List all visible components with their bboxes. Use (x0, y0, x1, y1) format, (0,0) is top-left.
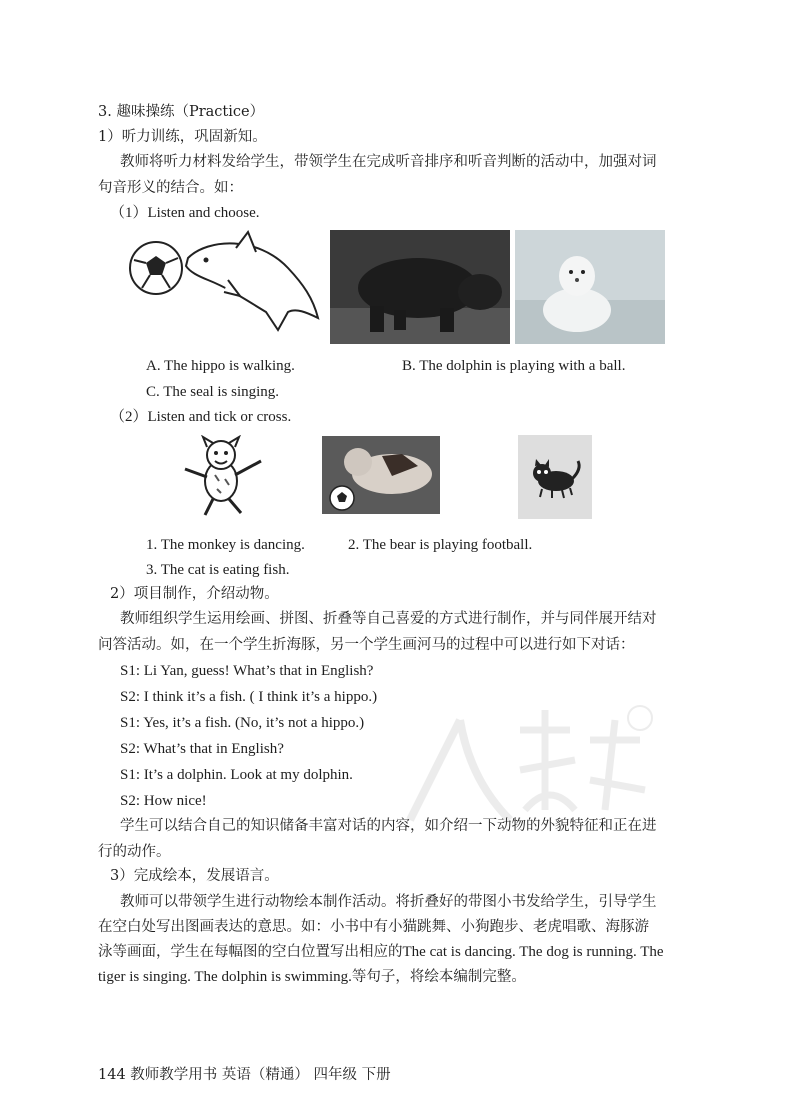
dialogue-line: S1: Li Yan, guess! What’s that in English? (120, 663, 374, 679)
subheading-picture-book: 3）完成绘本，发展语言。 (110, 868, 279, 884)
paragraph-book-line4-cn: 等句子，将绘本编制完整。 (351, 969, 526, 985)
ball-dolphin-illustration (128, 228, 324, 342)
paragraph-extend-line1: 学生可以结合自己的知识储备丰富对话的内容，如介绍一下动物的外貌特征和正在进 (120, 818, 657, 834)
hippo-photo (330, 230, 510, 344)
book-title: 教师教学用书 英语（精通） 四年级 下册 (130, 1067, 391, 1083)
paragraph-book-line4-en: tiger is singing. The dolphin is swimming. (98, 969, 352, 985)
exercise1-title: （1）Listen and choose. (110, 205, 260, 221)
exercise2-title: （2）Listen and tick or cross. (110, 409, 292, 425)
dialogue-line: S2: I think it’s a fish. ( I think it’s a hippo.) (120, 689, 378, 705)
section-heading: 3. 趣味操练（Practice） (98, 104, 265, 120)
dialogue-line: S1: Yes, it’s a fish. (No, it’s not a hippo.) (120, 715, 365, 731)
page-footer (98, 1063, 391, 1084)
seal-photo (515, 230, 665, 344)
tick-item-2: 2. The bear is playing football. (348, 537, 533, 553)
tick-item-3: 3. The cat is eating fish. (146, 562, 290, 578)
paragraph-project-line2: 问答活动。如，在一个学生折海豚，另一个学生画河马的过程中可以进行如下对话： (98, 637, 635, 653)
subheading-listening: 1）听力训练，巩固新知。 (98, 129, 267, 145)
page-number: 144 (98, 1067, 126, 1083)
paragraph-book-line3 (98, 942, 664, 962)
dialogue-line: S2: How nice! (120, 793, 207, 809)
paragraph-book-line3-en: The cat is dancing. The dog is running. The (402, 944, 664, 960)
dialogue-line: S2: What’s that in English? (120, 741, 284, 757)
monkey-cartoon (175, 435, 267, 517)
option-c: C. The seal is singing. (146, 384, 280, 400)
paragraph-extend-line2: 行的动作。 (98, 844, 171, 860)
paragraph-book-line3-cn: 泳等画面，学生在每幅图的空白位置写出相应的 (98, 944, 403, 960)
bear-football-photo (322, 436, 440, 514)
tick-item-1: 1. The monkey is dancing. (146, 537, 305, 553)
paragraph-book-line1: 教师可以带领学生进行动物绘本制作活动。将折叠好的带图小书发给学生，引导学生 (120, 894, 657, 910)
paragraph-listening-line2: 句音形义的结合。如： (98, 180, 243, 196)
paragraph-listening-line1: 教师将听力材料发给学生，带领学生在完成听音排序和听音判断的活动中，加强对词 (120, 154, 657, 170)
dialogue-line: S1: It’s a dolphin. Look at my dolphin. (120, 767, 353, 783)
paragraph-project-line1: 教师组织学生运用绘画、拼图、折叠等自己喜爱的方式进行制作，并与同伴展开结对 (120, 611, 657, 627)
paragraph-book-line4 (98, 967, 526, 987)
option-b: B. The dolphin is playing with a ball. (402, 358, 626, 374)
subheading-project: 2）项目制作，介绍动物。 (110, 586, 279, 602)
option-a: A. The hippo is walking. (146, 358, 295, 374)
paragraph-book-line2: 在空白处写出图画表达的意思。如：小书中有小猫跳舞、小狗跑步、老虎唱歌、海豚游 (98, 919, 649, 935)
cat-cartoon (518, 435, 592, 519)
